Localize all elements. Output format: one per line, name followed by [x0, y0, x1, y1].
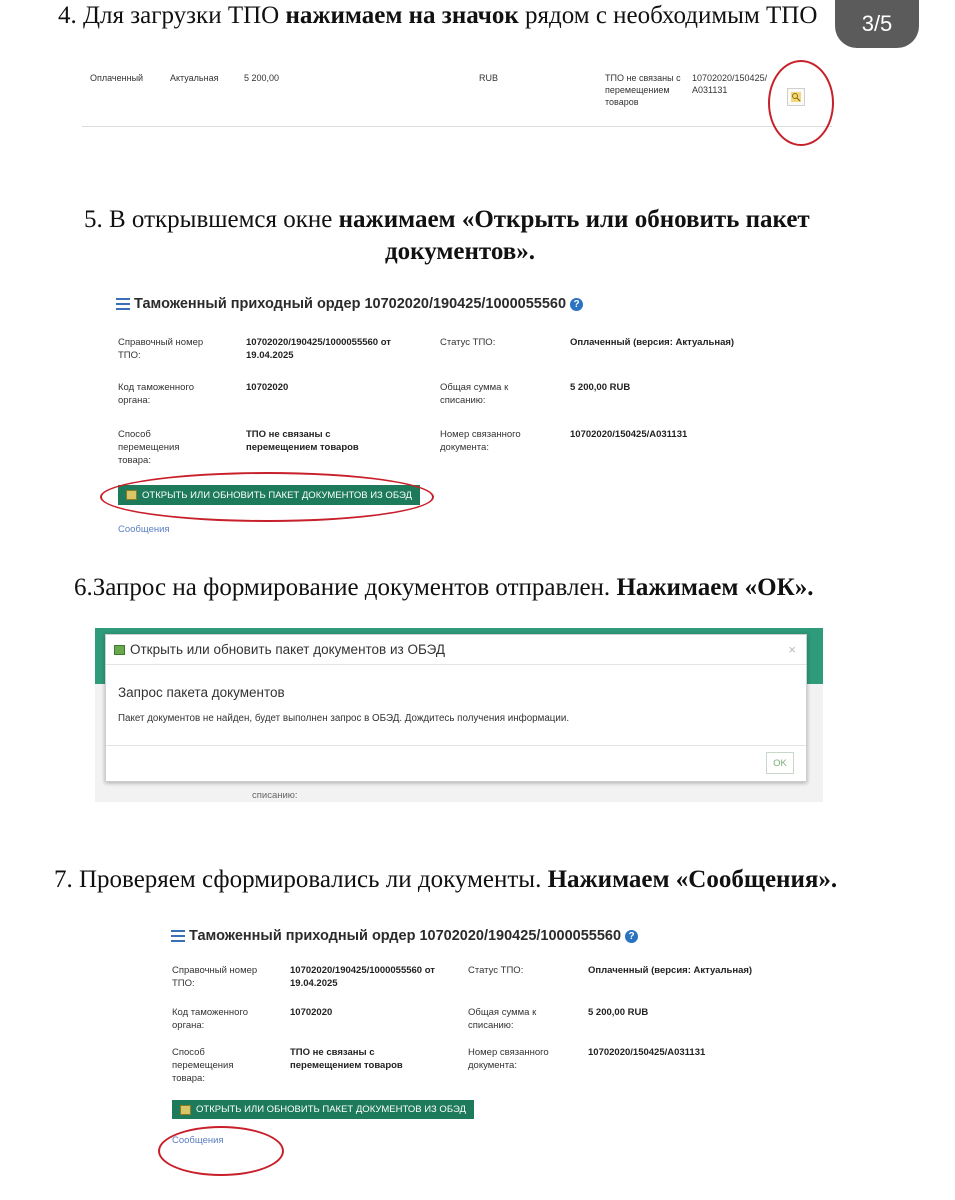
dialog-header: [106, 635, 806, 665]
ref-value: 10702020/190425/1000055560 от 19.04.2025: [290, 965, 435, 989]
dialog-message: Пакет документов не найден, будет выполнен запрос в ОБЭД. Дождитесь получения информации.: [118, 713, 570, 724]
org-value: 10702020: [290, 1007, 333, 1018]
step-4-heading: [58, 2, 817, 30]
org-label: Код таможенного органа:: [172, 1007, 248, 1031]
step-6-bold: Нажимаем «ОК».: [616, 574, 814, 601]
card-title-text: Таможенный приходный ордер 10702020/190425/1000055560: [134, 296, 567, 312]
org-label: Код таможенного органа:: [118, 382, 194, 406]
step-7-heading: [54, 866, 837, 894]
method-label: Способ перемещения товара:: [172, 1047, 234, 1084]
row-method: ТПО не связаны с перемещением товаров: [605, 73, 681, 107]
status-label: Статус ТПО:: [468, 965, 524, 976]
step-4-suffix: рядом с необходимым ТПО: [518, 2, 818, 29]
messages-link[interactable]: Сообщения: [172, 1135, 224, 1146]
row-currency: RUB: [479, 73, 499, 83]
page-counter-badge: 3/5: [835, 0, 919, 48]
doc-value: 10702020/150425/A031131: [588, 1047, 706, 1058]
ref-label: Справочный номер ТПО:: [172, 965, 258, 989]
step-7-bold: Нажимаем «Сообщения».: [547, 866, 838, 893]
annotation-circle-icon: [768, 60, 834, 146]
open-package-label: ОТКРЫТЬ ИЛИ ОБНОВИТЬ ПАКЕТ ДОКУМЕНТОВ ИЗ ОБЭД: [142, 489, 412, 501]
org-value: 10702020: [246, 382, 289, 393]
annotation-circle-icon: [100, 472, 434, 522]
row-document-number: 10702020/150425/ A031131: [692, 73, 768, 95]
doc-label: Номер связанного документа:: [468, 1047, 549, 1071]
step-4-bold: нажимаем на значок: [285, 2, 519, 29]
behind-text: списанию:: [252, 790, 298, 801]
sum-value: 5 200,00 RUB: [570, 382, 631, 393]
status-label: Статус ТПО:: [440, 337, 496, 348]
ref-value: 10702020/190425/1000055560 от 19.04.2025: [246, 337, 391, 361]
open-package-button[interactable]: [172, 1100, 474, 1119]
annotation-circle-icon: [158, 1126, 284, 1176]
dialog-title: Открыть или обновить пакет документов из ОБЭД: [130, 642, 446, 657]
document-icon: [180, 1105, 191, 1115]
step-5-bold: нажимаем «Открыть или обновить пакет: [338, 206, 810, 233]
dialog-backdrop: [95, 628, 823, 802]
card-title: [116, 296, 583, 312]
tpo-row: [82, 64, 832, 127]
step-5-bold-2: документов».: [385, 238, 535, 265]
step-5-heading: [84, 206, 810, 234]
status-value: Оплаченный (версия: Актуальная): [588, 965, 753, 976]
help-icon[interactable]: ?: [570, 298, 583, 311]
list-icon: [116, 298, 130, 310]
method-value: ТПО не связаны с перемещением товаров: [290, 1047, 403, 1071]
close-icon[interactable]: ×: [788, 642, 796, 657]
dialog-divider: [106, 745, 806, 746]
step-7-prefix: 7. Проверяем сформировались ли документы.: [54, 866, 548, 893]
row-status: Оплаченный: [90, 73, 144, 83]
step-4-prefix: 4. Для загрузки ТПО: [58, 2, 286, 29]
list-icon: [171, 930, 185, 942]
sum-label: Общая сумма к списанию:: [440, 382, 509, 406]
sum-label: Общая сумма к списанию:: [468, 1007, 537, 1031]
status-value: Оплаченный (версия: Актуальная): [570, 337, 735, 348]
method-label: Способ перемещения товара:: [118, 429, 180, 466]
messages-link[interactable]: Сообщения: [118, 524, 170, 535]
method-value: ТПО не связаны с перемещением товаров: [246, 429, 359, 453]
card-title-text: Таможенный приходный ордер 10702020/190425/1000055560: [189, 928, 622, 944]
step-6-prefix: 6.Запрос на формирование документов отправлен.: [74, 574, 617, 601]
step-5-heading-line2: [0, 238, 920, 266]
ref-label: Справочный номер ТПО:: [118, 337, 204, 361]
row-amount: 5 200,00: [244, 73, 280, 83]
sum-value: 5 200,00 RUB: [588, 1007, 649, 1018]
row-version: Актуальная: [170, 73, 219, 83]
help-icon[interactable]: ?: [625, 930, 638, 943]
request-dialog: [105, 634, 807, 782]
card-title: [171, 928, 638, 944]
dialog-heading: Запрос пакета документов: [118, 685, 285, 700]
doc-value: 10702020/150425/A031131: [570, 429, 688, 440]
open-package-label: ОТКРЫТЬ ИЛИ ОБНОВИТЬ ПАКЕТ ДОКУМЕНТОВ ИЗ ОБЭД: [196, 1104, 466, 1115]
document-icon: [114, 645, 125, 655]
ok-button[interactable]: OK: [766, 752, 794, 774]
step-6-heading: [74, 574, 813, 602]
step-5-prefix: 5. В открывшемся окне: [84, 206, 339, 233]
doc-label: Номер связанного документа:: [440, 429, 521, 453]
